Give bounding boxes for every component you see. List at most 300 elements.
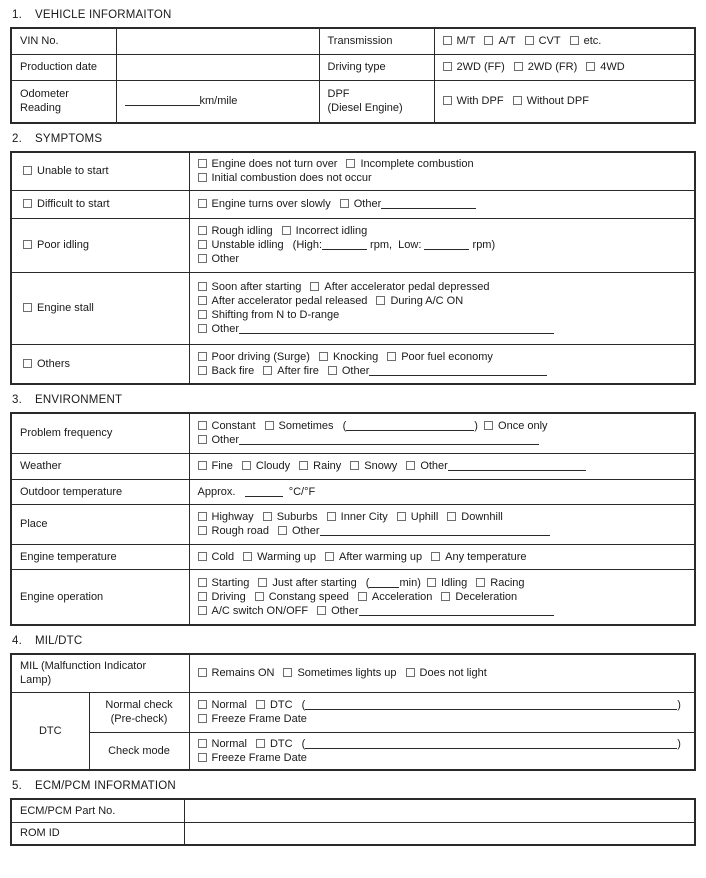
checkbox-option[interactable]: [198, 295, 368, 307]
table-row: [11, 732, 695, 770]
checkbox-label: Downhill: [461, 511, 503, 523]
mil-options: [189, 654, 695, 692]
text-segment: (: [365, 576, 370, 589]
production-date-label: [11, 54, 116, 80]
checkbox-icon: [327, 512, 336, 521]
checkbox-label: Idling: [440, 576, 468, 589]
cell-line: [125, 94, 313, 108]
checkbox-option[interactable]: [346, 158, 473, 170]
blank-line[interactable]: [320, 526, 550, 536]
production-date-value[interactable]: [116, 54, 319, 80]
checkbox-icon: [317, 606, 326, 615]
checkbox-label: Engine stall: [37, 302, 94, 314]
checkbox-icon: [198, 254, 207, 263]
text-segment: ): [677, 699, 681, 711]
checkbox-option[interactable]: [198, 699, 247, 711]
cell-line: [198, 737, 689, 751]
checkbox-label: Constang speed: [268, 590, 349, 603]
blank-line[interactable]: [239, 435, 539, 445]
section-heading-environment: [12, 393, 696, 407]
checkbox-option[interactable]: [484, 35, 515, 47]
checkbox-icon: [340, 199, 349, 208]
text-segment: Odometer: [20, 88, 69, 101]
blank-line[interactable]: [239, 324, 554, 334]
table-row: [11, 504, 695, 544]
checkbox-icon: [198, 606, 207, 615]
cell-line: [198, 712, 689, 726]
text-segment: VIN No.: [20, 35, 59, 48]
checkbox-icon: [376, 296, 385, 305]
cell-line: [20, 659, 183, 673]
cell-line: [198, 550, 689, 564]
checkbox-label: Snowy: [364, 460, 398, 472]
dtc-label: [11, 692, 89, 770]
checkbox-icon: [513, 96, 522, 105]
checkbox-label: Other: [292, 525, 320, 537]
checkbox-icon: [198, 366, 207, 375]
checkbox-label: DTC: [269, 737, 293, 750]
checkbox-label: Does not light: [419, 667, 487, 680]
checkbox-option[interactable]: [476, 577, 524, 589]
checkbox-icon: [198, 512, 207, 521]
checkbox-label: Constant: [211, 420, 256, 433]
text-segment: Engine temperature: [20, 550, 117, 563]
checkbox-option[interactable]: [198, 525, 270, 537]
engine-operation-label: [11, 569, 189, 625]
text-segment: Normal check: [105, 699, 173, 711]
cell-line: [198, 433, 689, 447]
blank-line[interactable]: [369, 578, 399, 588]
text-segment: Approx.: [197, 485, 245, 498]
text-segment: DPF: [327, 88, 350, 101]
checkbox-icon: [23, 303, 32, 312]
text-segment: rpm): [469, 239, 496, 251]
cell-line: [20, 517, 183, 531]
cell-line: [198, 157, 689, 171]
checkbox-option[interactable]: [198, 198, 331, 210]
unable-to-start-label: [11, 152, 189, 190]
engine-stall-options: [189, 272, 695, 344]
checkbox-option[interactable]: [198, 511, 254, 523]
checkbox-option[interactable]: [283, 667, 396, 679]
section-number: 3.: [12, 394, 22, 406]
text-segment: km/mile: [199, 95, 238, 108]
checkbox-option[interactable]: [23, 165, 109, 177]
checkbox-option[interactable]: [198, 713, 307, 725]
checkbox-icon: [346, 159, 355, 168]
cell-line: [20, 804, 178, 818]
transmission-options: [434, 28, 695, 54]
checkbox-label: After accelerator pedal depressed: [324, 281, 490, 293]
checkbox-option[interactable]: [514, 61, 578, 73]
checkbox-label: Rough road: [211, 525, 269, 537]
place-label: [11, 504, 189, 544]
text-segment: rpm, Low:: [367, 239, 425, 251]
vehicle-information-table: [10, 27, 696, 124]
checkbox-option[interactable]: [484, 420, 548, 432]
checkbox-option[interactable]: [23, 239, 89, 251]
text-segment: Production date: [20, 61, 98, 73]
checkbox-icon: [198, 324, 207, 333]
checkbox-option[interactable]: [443, 61, 505, 73]
checkbox-icon: [484, 421, 493, 430]
checkbox-option[interactable]: [198, 281, 302, 293]
checkbox-option[interactable]: [358, 591, 433, 603]
table-row: [11, 479, 695, 504]
checkbox-option[interactable]: [586, 61, 624, 73]
cell-line: [198, 666, 689, 680]
cell-line: [198, 510, 689, 524]
checkbox-icon: [443, 36, 452, 45]
difficult-to-start-label: [11, 190, 189, 218]
environment-table: [10, 412, 696, 626]
outdoor-temperature-value: [189, 479, 695, 504]
driving-type-label: [319, 54, 434, 80]
checkbox-option[interactable]: [299, 460, 341, 472]
normal-check-options: [189, 692, 695, 732]
checkbox-label: Other: [420, 460, 448, 472]
blank-line[interactable]: [359, 606, 554, 616]
checkbox-label: Sometimes: [278, 420, 334, 433]
checkbox-icon: [198, 296, 207, 305]
checkbox-label: Cloudy: [255, 460, 291, 472]
checkbox-option[interactable]: [327, 511, 388, 523]
rom-id-value[interactable]: [184, 822, 695, 845]
engine-temperature-options: [189, 544, 695, 569]
cell-line: [198, 350, 689, 364]
checkbox-option[interactable]: [198, 667, 275, 679]
checkbox-label: Without DPF: [526, 95, 589, 108]
checkbox-option[interactable]: [376, 295, 463, 307]
checkbox-option[interactable]: [340, 198, 477, 210]
checkbox-label: Freeze Frame Date: [211, 751, 307, 764]
driving-type-options: [434, 54, 695, 80]
cell-line: [20, 590, 183, 604]
checkbox-option[interactable]: [319, 351, 378, 363]
checkbox-icon: [23, 166, 32, 175]
checkbox-option[interactable]: [198, 365, 255, 377]
checkbox-label: Rough idling: [211, 225, 273, 237]
cell-line: [23, 197, 183, 211]
section-heading-vehicle-information: [12, 8, 696, 22]
checkbox-label: Poor fuel economy: [401, 350, 493, 363]
checkbox-option[interactable]: [198, 420, 256, 432]
section-title: SYMPTOMS: [35, 133, 103, 145]
cell-line: [198, 224, 689, 238]
checkbox-option[interactable]: [255, 591, 349, 603]
checkbox-option[interactable]: [263, 511, 318, 523]
checkbox-icon: [265, 421, 274, 430]
checkbox-icon: [242, 461, 251, 470]
section-title: MIL/DTC: [35, 635, 83, 647]
checkbox-label: Unstable idling: [211, 239, 284, 251]
checkbox-icon: [310, 282, 319, 291]
engine-temperature-label: [11, 544, 189, 569]
cell-line: [20, 87, 110, 101]
checkbox-icon: [198, 352, 207, 361]
text-segment: °C/°F: [282, 485, 316, 498]
engine-stall-label: [11, 272, 189, 344]
checkbox-option[interactable]: [406, 667, 487, 679]
ecm-pcm-part-no-value[interactable]: [184, 799, 695, 822]
blank-line[interactable]: [346, 421, 474, 431]
checkbox-option[interactable]: [198, 752, 307, 764]
checkbox-icon: [198, 700, 207, 709]
section-title: ENVIRONMENT: [35, 394, 123, 406]
checkbox-option[interactable]: [328, 365, 548, 377]
cell-line: [198, 576, 689, 590]
checkbox-option[interactable]: [525, 35, 561, 47]
checkbox-option[interactable]: [258, 577, 356, 589]
checkbox-label: Incorrect idling: [295, 225, 368, 237]
checkbox-option[interactable]: [198, 434, 540, 446]
checkbox-label: Engine turns over slowly: [211, 198, 331, 210]
checkbox-icon: [447, 512, 456, 521]
cell-line: [23, 357, 183, 371]
checkbox-option[interactable]: [406, 460, 586, 472]
table-row: [11, 413, 695, 453]
text-segment: Driving type: [327, 61, 386, 73]
checkbox-icon: [198, 282, 207, 291]
checkbox-option[interactable]: [198, 605, 309, 617]
checkbox-label: Soon after starting: [211, 281, 302, 293]
table-row: [11, 344, 695, 384]
checkbox-option[interactable]: [441, 591, 517, 603]
checkbox-option[interactable]: [242, 460, 290, 472]
section-number: 4.: [12, 635, 22, 647]
section-number: 2.: [12, 133, 22, 145]
checkbox-icon: [198, 668, 207, 677]
checkbox-option[interactable]: [443, 35, 476, 47]
checkbox-label: etc.: [583, 35, 602, 48]
cell-line: [198, 322, 689, 336]
checkbox-option[interactable]: [243, 551, 316, 563]
checkbox-icon: [350, 461, 359, 470]
checkbox-option[interactable]: [397, 511, 439, 523]
rom-id-label: [11, 822, 184, 845]
text-segment: Transmission: [327, 35, 393, 48]
checkbox-label: Back fire: [211, 364, 255, 377]
text-segment: ECM/PCM Part No.: [20, 804, 116, 817]
blank-line[interactable]: [448, 461, 586, 471]
checkbox-icon: [406, 668, 415, 677]
checkbox-option[interactable]: [198, 253, 240, 265]
vin-no-value[interactable]: [116, 28, 319, 54]
cell-line: [198, 459, 689, 473]
cell-line: [328, 87, 428, 101]
checkbox-label: Others: [37, 357, 71, 370]
table-row: [11, 152, 695, 190]
checkbox-option[interactable]: [278, 525, 550, 537]
cell-line: [20, 34, 110, 48]
cell-line: [14, 724, 87, 738]
text-segment: MIL (Malfunction Indicator: [20, 660, 147, 673]
section-heading-mil-dtc: [12, 634, 696, 648]
cell-line: [20, 426, 183, 440]
checkbox-label: Poor idling: [37, 239, 89, 251]
checkbox-label: DTC: [269, 699, 293, 711]
cell-line: [198, 698, 689, 712]
checkbox-option[interactable]: [265, 420, 334, 432]
check-mode-label: [89, 732, 189, 770]
outdoor-temperature-label: [11, 479, 189, 504]
cell-line: [443, 60, 689, 74]
cell-line: [328, 101, 428, 115]
checkbox-label: Fine: [211, 460, 233, 472]
checkbox-option[interactable]: [387, 351, 493, 363]
checkbox-icon: [255, 592, 264, 601]
checkbox-option[interactable]: [310, 281, 489, 293]
checkbox-option[interactable]: [198, 460, 233, 472]
blank-line[interactable]: [322, 240, 367, 250]
checkbox-label: Knocking: [332, 350, 379, 363]
checkbox-option[interactable]: [447, 511, 503, 523]
text-segment: ROM ID: [20, 827, 60, 840]
cell-line: [198, 294, 689, 308]
table-row: [11, 218, 695, 272]
blank-line[interactable]: [125, 96, 200, 106]
checkbox-option[interactable]: [350, 460, 397, 472]
section-title: ECM/PCM INFORMATION: [35, 780, 176, 792]
checkbox-icon: [198, 421, 207, 430]
checkbox-option[interactable]: [198, 239, 284, 251]
others-label: [11, 344, 189, 384]
checkbox-icon: [198, 226, 207, 235]
cell-line: [20, 60, 110, 74]
checkbox-icon: [406, 461, 415, 470]
checkbox-label: Suburbs: [276, 511, 318, 523]
dpf-label: [319, 80, 434, 123]
checkbox-icon: [514, 62, 523, 71]
table-row: [11, 28, 695, 54]
checkbox-option[interactable]: [198, 323, 555, 335]
checkbox-option[interactable]: [198, 351, 310, 363]
checkbox-label: Freeze Frame Date: [211, 713, 307, 725]
checkbox-option[interactable]: [198, 225, 273, 237]
checkbox-option[interactable]: [198, 172, 372, 184]
cell-line: [20, 101, 110, 115]
blank-line[interactable]: [424, 240, 469, 250]
cell-line: [443, 34, 689, 48]
dpf-options: [434, 80, 695, 123]
checkbox-label: 2WD (FR): [527, 61, 578, 73]
problem-frequency-options: [189, 413, 695, 453]
checkbox-label: Uphill: [410, 511, 439, 523]
checkbox-label: Cold: [211, 550, 235, 563]
checkbox-option[interactable]: [23, 358, 70, 370]
weather-options: [189, 453, 695, 479]
checkbox-label: Poor driving (Surge): [211, 350, 310, 363]
cell-line: [328, 60, 428, 74]
text-segment: ): [474, 420, 485, 433]
checkbox-icon: [198, 552, 207, 561]
checkbox-option[interactable]: [443, 95, 504, 107]
table-row: [11, 799, 695, 822]
checkbox-option[interactable]: [325, 551, 422, 563]
checkbox-icon: [319, 352, 328, 361]
text-segment: Engine operation: [20, 590, 104, 603]
checkbox-icon: [256, 700, 265, 709]
checkbox-option[interactable]: [198, 551, 235, 563]
checkbox-icon: [431, 552, 440, 561]
table-row: [11, 80, 695, 123]
checkbox-option[interactable]: [198, 577, 250, 589]
table-row: [11, 190, 695, 218]
problem-frequency-label: [11, 413, 189, 453]
checkbox-icon: [198, 526, 207, 535]
cell-line: [198, 604, 689, 618]
text-segment: Outdoor temperature: [20, 485, 123, 498]
checkbox-label: Warming up: [257, 550, 317, 563]
checkbox-label: Highway: [211, 511, 254, 523]
checkbox-label: Unable to start: [37, 165, 109, 178]
checkbox-option[interactable]: [256, 699, 293, 711]
checkbox-option[interactable]: [513, 95, 589, 107]
checkbox-icon: [484, 36, 493, 45]
blank-line[interactable]: [245, 487, 283, 497]
normal-check-label: [89, 692, 189, 732]
checkbox-icon: [525, 36, 534, 45]
checkbox-option[interactable]: [198, 591, 246, 603]
checkbox-option[interactable]: [317, 605, 554, 617]
checkbox-option[interactable]: [23, 198, 110, 210]
checkbox-label: Inner City: [340, 511, 388, 523]
cell-line: [92, 712, 187, 726]
table-row: [11, 654, 695, 692]
checkbox-option[interactable]: [282, 225, 368, 237]
checkbox-icon: [427, 578, 436, 587]
place-options: [189, 504, 695, 544]
checkbox-icon: [23, 199, 32, 208]
checkbox-label: Starting: [211, 576, 250, 589]
text-segment: Weather: [20, 460, 62, 472]
checkbox-option[interactable]: [23, 302, 94, 314]
checkbox-option[interactable]: [256, 738, 293, 750]
cell-line: [198, 364, 689, 378]
cell-line: [198, 485, 689, 499]
checkbox-option[interactable]: [431, 551, 526, 563]
cell-line: [198, 252, 689, 266]
blank-line[interactable]: [305, 700, 677, 710]
checkbox-label: M/T: [456, 35, 476, 48]
table-row: [11, 692, 695, 732]
checkbox-label: Other: [341, 364, 370, 377]
table-row: [11, 822, 695, 845]
poor-idling-label: [11, 218, 189, 272]
checkbox-option[interactable]: [570, 35, 602, 47]
cell-line: [198, 419, 689, 433]
checkbox-option[interactable]: [263, 365, 319, 377]
checkbox-option[interactable]: [427, 577, 467, 589]
cell-line: [20, 826, 178, 840]
checkbox-label: Acceleration: [371, 590, 433, 603]
blank-line[interactable]: [369, 366, 547, 376]
checkbox-icon: [198, 310, 207, 319]
checkbox-label: Just after starting: [272, 576, 357, 589]
checkbox-label: After warming up: [339, 550, 423, 563]
checkbox-icon: [397, 512, 406, 521]
cell-line: [198, 171, 689, 185]
checkbox-option[interactable]: [198, 309, 340, 321]
checkbox-option[interactable]: [198, 158, 338, 170]
blank-line[interactable]: [305, 739, 677, 749]
checkbox-option[interactable]: [198, 738, 247, 750]
blank-line[interactable]: [381, 199, 476, 209]
checkbox-icon: [256, 739, 265, 748]
odometer-reading-value[interactable]: [116, 80, 319, 123]
checkbox-label: Deceleration: [455, 590, 518, 603]
checkbox-icon: [387, 352, 396, 361]
